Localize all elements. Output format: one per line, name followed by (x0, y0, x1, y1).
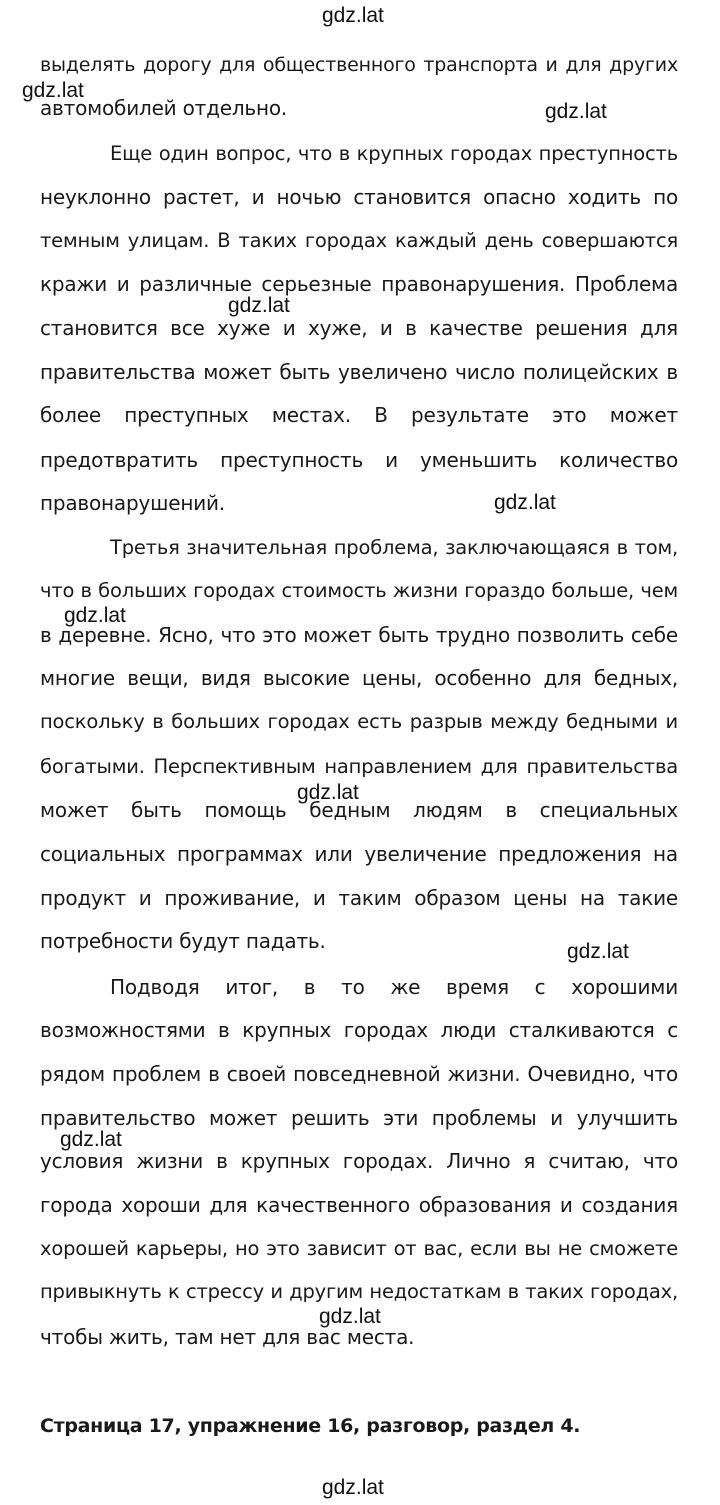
watermark: gdz.lat (322, 4, 384, 27)
text-line: более преступных местах. В результате это может (40, 403, 678, 427)
text-line: выделять дорогу для общественного транспорта и для других (40, 54, 678, 76)
text-line: условия жизни в крупных городах. Лично я считаю, что (40, 1149, 678, 1173)
watermark: gdz.lat (545, 100, 607, 123)
text-line: автомобилей отдельно. (40, 96, 288, 120)
watermark: gdz.lat (567, 940, 629, 963)
text-line: хорошей карьеры, но это зависит от вас, если вы не сможете (40, 1237, 678, 1260)
watermark: gdz.lat (60, 1128, 122, 1151)
watermark: gdz.lat (64, 604, 126, 627)
text-line: Третья значительная проблема, заключающаяся в том, (110, 536, 678, 559)
text-line: чтобы жить, там нет для вас места. (40, 1325, 415, 1349)
watermark: gdz.lat (494, 491, 556, 514)
text-line: многие вещи, видя высокие цены, особенно для бедных, (40, 666, 678, 690)
text-line: может быть помощь бедным людям в специальных (40, 798, 678, 822)
text-line: продукт и проживание, и таким образом цены на такие (40, 886, 678, 910)
text-line: правительство может решить эти проблемы и улучшить (40, 1106, 678, 1130)
text-line: рядом проблем в своей повседневной жизни. Очевидно, что (40, 1062, 678, 1086)
watermark: gdz.lat (228, 294, 290, 317)
text-line: потребности будут падать. (40, 929, 326, 953)
text-line: привыкнуть к стрессу и другим недостаткам в таких городах, (40, 1280, 678, 1303)
text-line: Подводя итог, в то же время с хорошими (110, 975, 678, 999)
text-line: что в больших городах стоимость жизни гораздо больше, чем (40, 579, 678, 602)
section-caption: Страница 17, упражнение 16, разговор, раздел 4. (40, 1415, 581, 1437)
watermark: gdz.lat (297, 781, 359, 804)
text-line: возможностями в крупных городах люди сталкиваются с (40, 1018, 678, 1042)
text-line: города хороши для качественного образования и создания (40, 1193, 678, 1217)
text-line: Еще один вопрос, что в крупных городах преступность (110, 142, 678, 165)
text-line: правонарушений. (40, 491, 225, 515)
text-line: богатыми. Перспективным направлением для правительства (40, 755, 678, 778)
text-line: темным улицам. В таких городах каждый день совершаются (40, 229, 678, 252)
watermark: gdz.lat (319, 1305, 381, 1328)
text-line: предотвратить преступность и уменьшить количество (40, 448, 678, 472)
text-line: поскольку в больших городах есть разрыв между бедными и (40, 710, 678, 733)
text-line: неуклонно растет, и ночью становится опасно ходить по (40, 185, 678, 209)
text-line: правительства может быть увеличено число полицейских в (40, 360, 678, 384)
watermark: gdz.lat (322, 1476, 384, 1499)
watermark: gdz.lat (22, 79, 84, 102)
text-line: социальных программах или увеличение предложения на (40, 842, 678, 866)
text-line: в деревне. Ясно, что это может быть трудно позволить себе (40, 623, 678, 647)
text-line: кражи и различные серьезные правонарушения. Проблема (40, 272, 678, 296)
text-line: становится все хуже и хуже, и в качестве решения для (40, 316, 678, 340)
